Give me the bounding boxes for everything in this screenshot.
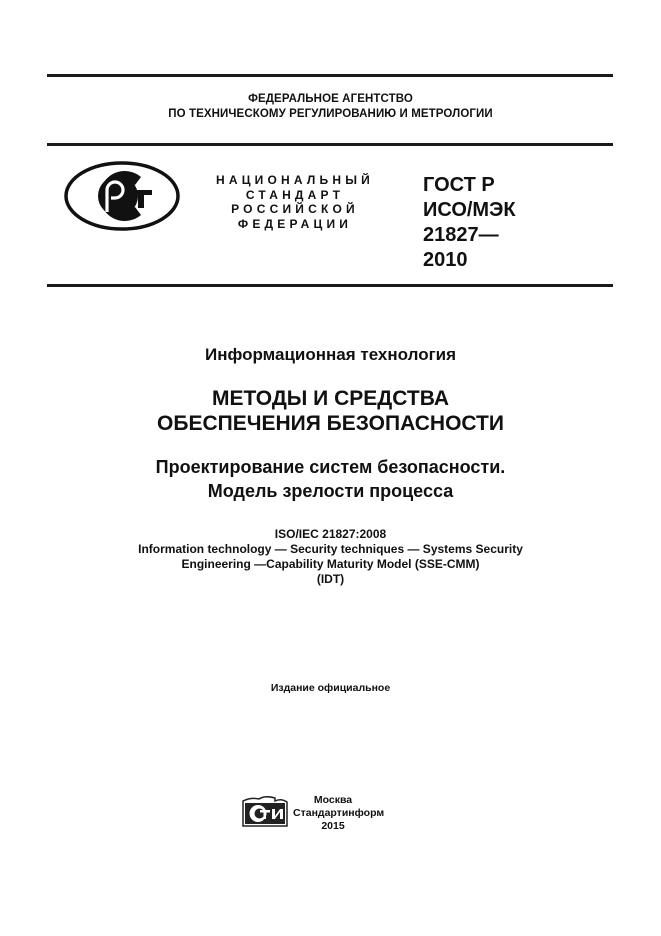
national-standard-label bbox=[186, 173, 404, 231]
national-line-4: ФЕДЕРАЦИИ bbox=[237, 216, 353, 231]
agency-line-1: ФЕДЕРАЛЬНОЕ АГЕНТСТВО bbox=[248, 93, 413, 105]
iso-code: ISO/IEC 21827:2008 bbox=[274, 527, 387, 541]
official-edition-label: Издание официальное bbox=[270, 682, 391, 694]
subject-title: Информационная технология bbox=[204, 345, 457, 364]
main-title bbox=[0, 386, 661, 436]
number-line-4: 2010 bbox=[423, 249, 468, 271]
agency-line-2: ПО ТЕХНИЧЕСКОМУ РЕГУЛИРОВАНИЮ И МЕТРОЛОГИИ bbox=[168, 108, 493, 120]
number-line-1: ГОСТ Р bbox=[423, 174, 495, 196]
publication-year: 2015 bbox=[321, 820, 345, 832]
number-line-2: ИСО/МЭК bbox=[423, 199, 516, 221]
international-reference bbox=[0, 527, 661, 587]
standard-divider bbox=[47, 284, 613, 287]
publisher-city: Москва bbox=[313, 794, 353, 806]
english-title-line-2: Engineering —Capability Maturity Model (SSE-CMM) bbox=[181, 557, 480, 571]
standartinform-logo-icon bbox=[241, 796, 291, 828]
gost-r-logo-icon bbox=[63, 160, 181, 232]
main-title-line-2: ОБЕСПЕЧЕНИЯ БЕЗОПАСНОСТИ bbox=[157, 412, 504, 435]
english-title-line-1: Information technology — Security techniques — Systems Security bbox=[138, 542, 523, 556]
national-line-1: НАЦИОНАЛЬНЫЙ bbox=[215, 173, 375, 187]
standard-number bbox=[423, 173, 516, 273]
equivalence-marker: (IDT) bbox=[316, 572, 345, 586]
sub-title-line-2: Модель зрелости процесса bbox=[207, 481, 454, 501]
publisher-name: Стандартинформ bbox=[293, 807, 385, 819]
top-rule bbox=[47, 74, 613, 77]
header-divider bbox=[47, 143, 613, 146]
number-line-3: 21827— bbox=[423, 224, 499, 246]
sub-title bbox=[0, 455, 661, 503]
publisher-info bbox=[293, 794, 385, 833]
agency-name bbox=[0, 92, 661, 122]
national-line-2: СТАНДАРТ bbox=[245, 187, 345, 202]
national-line-3: РОССИЙСКОЙ bbox=[231, 202, 359, 216]
sub-title-line-1: Проектирование систем безопасности. bbox=[155, 457, 506, 477]
main-title-line-1: МЕТОДЫ И СРЕДСТВА bbox=[211, 387, 450, 410]
